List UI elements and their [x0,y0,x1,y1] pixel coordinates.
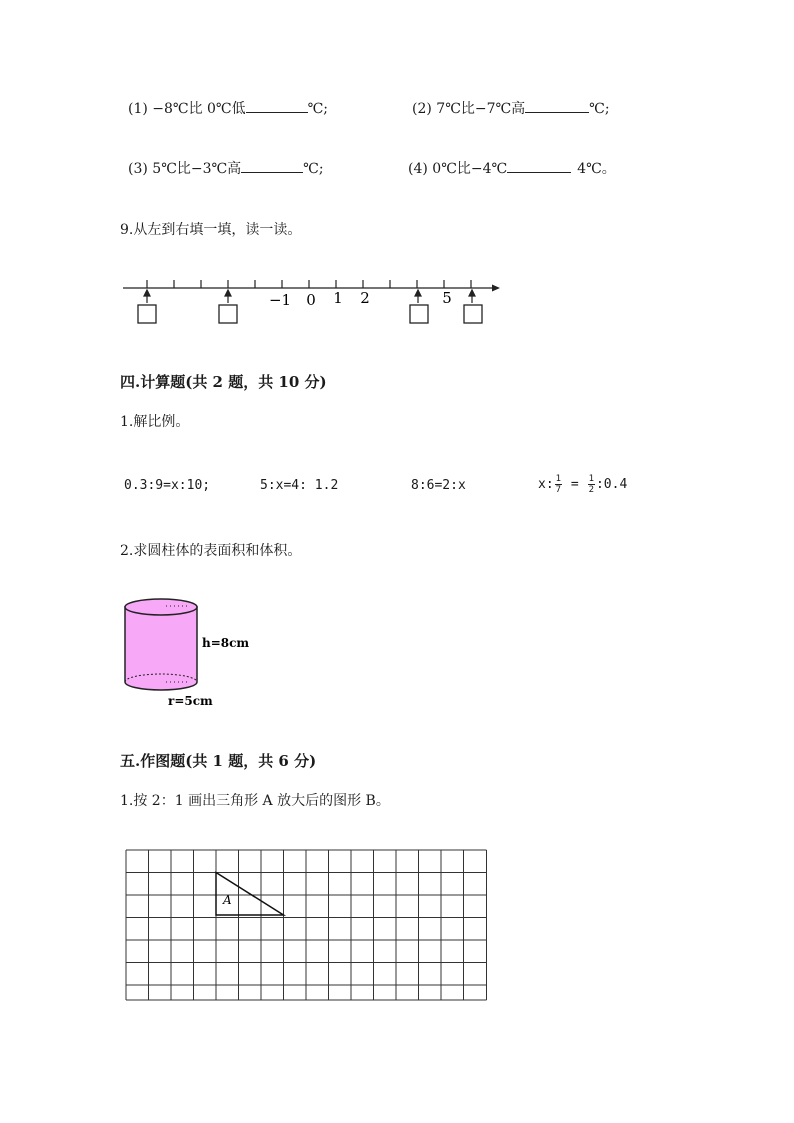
equation-4-equals: = [563,477,587,492]
number-line-arrowhead [492,285,500,292]
q8-item-2 [412,98,610,118]
number-line-figure [120,272,505,330]
q8-item-3-text: (3) 5℃比−3℃高 [128,161,242,177]
radius-label: r=5cm [168,694,213,708]
q8-item-4-blank[interactable] [507,158,571,173]
q8-item-3 [128,158,324,178]
q8-item-1 [128,98,328,118]
number-line-ticks [147,280,471,288]
cylinder-top [125,599,197,615]
fraction-one-half: $\frac{1}{2}$ [588,474,594,495]
section-5-q1-prompt: 1.按 2：1 画出三角形 A 放大后的图形 B。 [120,793,390,809]
equation-4-post: :0.4 [595,477,628,492]
q8-item-1-text: (1) −8℃比 0℃低 [128,101,246,117]
q8-item-3-unit: ℃; [303,161,324,177]
number-line-label-2: 2 [360,289,370,307]
answer-box[interactable] [410,305,428,323]
number-line-label-0: 0 [306,291,316,309]
section-4-q2-prompt: 2.求圆柱体的表面积和体积。 [120,543,302,559]
grid-lines [126,850,487,1000]
q8-item-3-blank[interactable] [241,158,303,173]
q8-item-2-blank[interactable] [525,98,589,113]
q8-item-4 [408,158,616,178]
fraction-one-seventh: $\frac{1}{7}$ [555,474,562,495]
section-5-heading: 五.作图题(共 1 题，共 6 分) [120,752,317,770]
q8-item-2-text: (2) 7℃比−7℃高 [412,101,526,117]
section-4-heading: 四.计算题(共 2 题，共 10 分) [120,373,327,391]
triangle-a-label: A [223,893,232,907]
q8-item-4-unit: 4℃。 [577,161,616,177]
section-4-q1-prompt: 1.解比例。 [120,414,190,430]
equation-3: 8:6=2:x [411,478,466,493]
grid-figure[interactable] [124,848,492,1004]
answer-box[interactable] [219,305,237,323]
equation-2: 5:x=4: 1.2 [260,478,339,493]
equation-1: 0.3:9=x:10; [124,478,211,493]
answer-box[interactable] [464,305,482,323]
answer-box[interactable] [138,305,156,323]
q9-prompt: 9.从左到右填一填，读一读。 [120,222,302,238]
q8-item-2-unit: ℃; [589,101,610,117]
number-line-label-5: 5 [442,289,452,307]
q8-item-1-blank[interactable] [246,98,308,113]
cylinder-figure [118,594,258,712]
height-label: h=8cm [202,636,250,650]
equation-4 [538,474,627,495]
number-line-label-neg1: −1 [268,291,292,309]
q8-item-4-text: (4) 0℃比−4℃ [408,161,508,177]
number-line-label-1: 1 [333,289,343,307]
q8-item-1-unit: ℃; [307,101,328,117]
cylinder-body [125,607,197,690]
equation-4-pre: x: [538,477,554,492]
